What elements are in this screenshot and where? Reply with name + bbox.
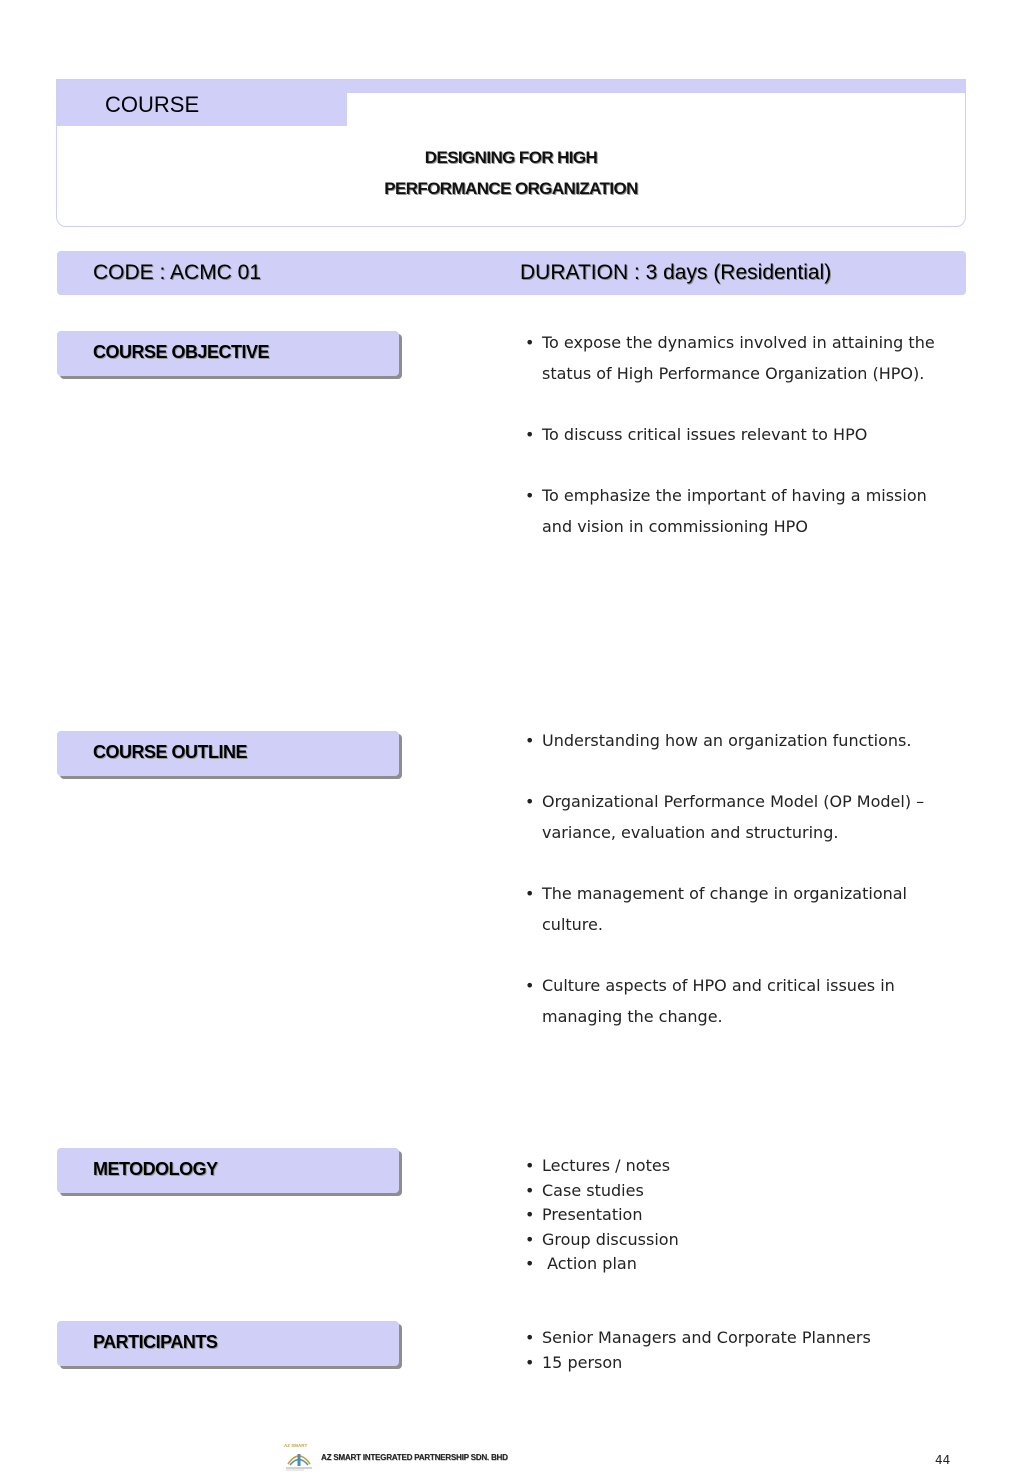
- code-duration-bar: [57, 251, 966, 295]
- list-item: • 15 person: [525, 1351, 955, 1376]
- methodology-list: [525, 1154, 955, 1277]
- course-objective-list: [525, 327, 955, 572]
- course-title-line1: DESIGNING FOR HIGH: [424, 148, 598, 167]
- list-item: • To expose the dynamics involved in attaining the status of High Performance Organization (HPO).: [525, 327, 955, 389]
- list-item: • Group discussion: [525, 1228, 955, 1253]
- footer-company-name: AZ SMART INTEGRATED PARTNERSHIP SDN. BHD: [321, 1453, 508, 1462]
- list-item: • Case studies: [525, 1179, 955, 1204]
- list-item: • The management of change in organizational culture.: [525, 878, 955, 940]
- course-objective-label: [57, 331, 399, 376]
- page-number: 44: [935, 1453, 951, 1467]
- list-item: • To discuss critical issues relevant to HPO: [525, 419, 955, 450]
- methodology-label: [57, 1148, 399, 1193]
- course-tab-label: COURSE: [105, 92, 200, 117]
- participants-label: [57, 1321, 399, 1366]
- list-item: • To emphasize the important of having a mission and vision in commissioning HPO: [525, 480, 955, 542]
- list-item: • Organizational Performance Model (OP Model) – variance, evaluation and structuring.: [525, 786, 955, 848]
- list-item: • Lectures / notes: [525, 1154, 955, 1179]
- list-item: • Action plan: [525, 1252, 955, 1277]
- participants-list: [525, 1326, 955, 1375]
- participants-label-text: PARTICIPANTS: [93, 1332, 218, 1352]
- course-tab-slant: [279, 93, 339, 126]
- course-objective-label-text: COURSE OBJECTIVE: [93, 342, 270, 362]
- course-title-line2: PERFORMANCE ORGANIZATION: [384, 179, 638, 198]
- course-outline-label-text: COURSE OUTLINE: [93, 742, 248, 762]
- az-smart-logo-icon: [282, 1442, 316, 1472]
- svg-text:AZ SMART: AZ SMART: [284, 1443, 308, 1448]
- list-item: • Senior Managers and Corporate Planners: [525, 1326, 955, 1351]
- list-item: • Culture aspects of HPO and critical issues in managing the change.: [525, 970, 955, 1032]
- course-duration: DURATION : 3 days (Residential): [520, 261, 832, 284]
- course-outline-list: [525, 725, 955, 1062]
- methodology-label-text: METODOLOGY: [93, 1159, 218, 1179]
- list-item: • Presentation: [525, 1203, 955, 1228]
- list-item: • Understanding how an organization functions.: [525, 725, 955, 756]
- course-code: CODE : ACMC 01: [93, 261, 262, 284]
- course-header-card: [56, 79, 966, 227]
- course-outline-label: [57, 731, 399, 776]
